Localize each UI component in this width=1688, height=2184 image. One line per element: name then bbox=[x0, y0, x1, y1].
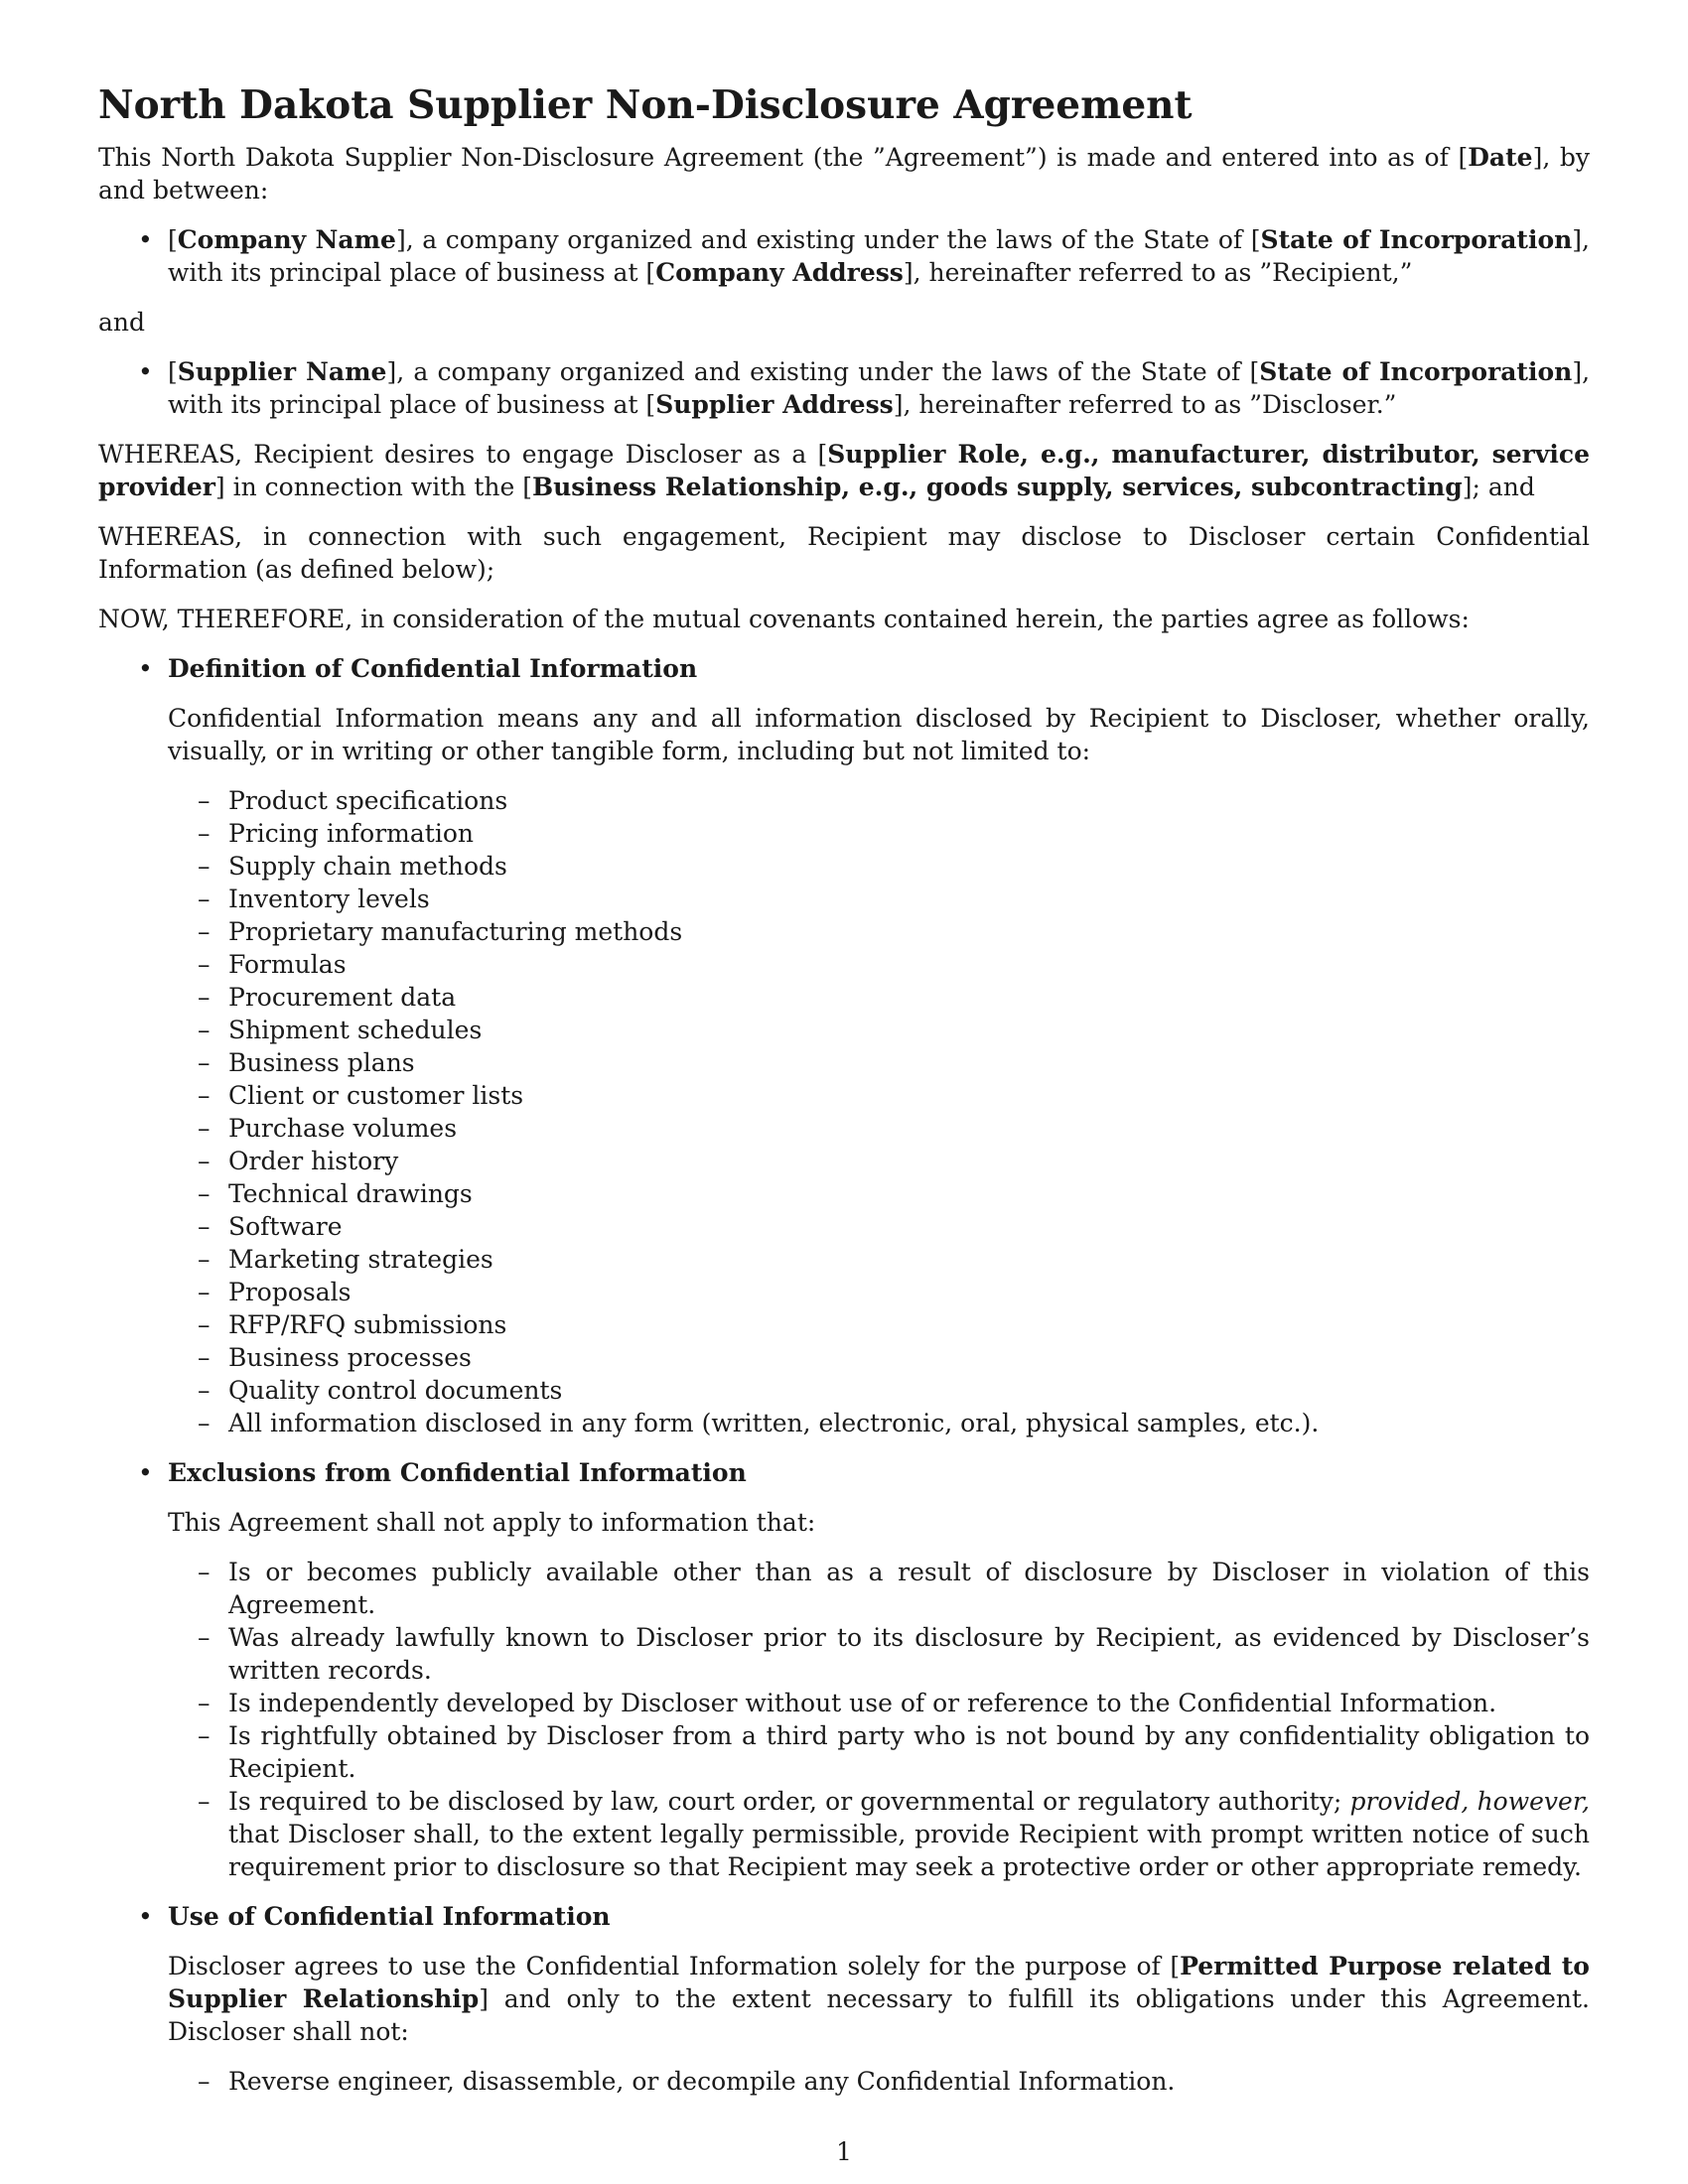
list-item: – Business plans bbox=[168, 1046, 1590, 1079]
text: Discloser agrees to use the Confidential Information solely for the purpose of [ bbox=[168, 1952, 1181, 1980]
list-item: – Order history bbox=[168, 1145, 1590, 1177]
list-item: – Supply chain methods bbox=[168, 850, 1590, 883]
text: ], with its principal place of business at [ bbox=[168, 225, 1590, 287]
section-text bbox=[168, 1950, 1590, 2048]
prohibited-actions-list bbox=[168, 2065, 1590, 2098]
list-item: – Is independently developed by Discloser without use of or reference to the Confidential Information. bbox=[168, 1687, 1590, 1719]
section-heading: • Use of Confidential Information bbox=[168, 1902, 611, 1931]
document-page bbox=[98, 79, 1590, 2115]
list-item: – Is or becomes publicly available other than as a result of disclosure by Discloser in violation of this Agreement. bbox=[168, 1556, 1590, 1621]
exclusions-list bbox=[168, 1556, 1590, 1883]
company-address-placeholder: Company Address bbox=[655, 258, 904, 287]
list-item: – Technical drawings bbox=[168, 1177, 1590, 1210]
permitted-purpose-placeholder: Permitted Purpose related to Supplier Relationship bbox=[168, 1952, 1590, 2013]
section-heading: • Exclusions from Confidential Information bbox=[168, 1458, 747, 1487]
document-title: North Dakota Supplier Non-Disclosure Agreement bbox=[98, 82, 1193, 128]
text: WHEREAS, Recipient desires to engage Discloser as a [ bbox=[98, 440, 828, 469]
state-placeholder: State of Incorporation bbox=[1259, 357, 1573, 386]
list-item: – All information disclosed in any form (written, electronic, oral, physical samples, etc.). bbox=[168, 1407, 1590, 1439]
list-item: – Client or customer lists bbox=[168, 1079, 1590, 1112]
list-item: – Reverse engineer, disassemble, or decompile any Confidential Information. bbox=[168, 2065, 1590, 2098]
supplier-address-placeholder: Supplier Address bbox=[655, 390, 894, 419]
party2-list bbox=[98, 355, 1590, 421]
list-item: – Purchase volumes bbox=[168, 1112, 1590, 1145]
state-placeholder: State of Incorporation bbox=[1260, 225, 1573, 254]
list-item: – Shipment schedules bbox=[168, 1014, 1590, 1046]
sections-list bbox=[98, 652, 1590, 2098]
party1-list bbox=[98, 223, 1590, 289]
section-heading: • Definition of Confidential Information bbox=[168, 654, 698, 683]
page-number: 1 bbox=[836, 2137, 852, 2166]
list-item: – Formulas bbox=[168, 948, 1590, 981]
text: ], hereinafter referred to as ”Discloser.” bbox=[893, 390, 1397, 419]
section-exclusions bbox=[98, 1456, 1590, 1883]
text: ], hereinafter referred to as ”Recipient,” bbox=[903, 258, 1413, 287]
italic-text: provided, however, bbox=[1349, 1787, 1590, 1816]
list-item: – Software bbox=[168, 1210, 1590, 1243]
business-relationship-placeholder: Business Relationship, e.g., goods supply, services, subcontracting bbox=[532, 473, 1463, 501]
list-item: – Product specifications bbox=[168, 784, 1590, 817]
intro-text: This North Dakota Supplier Non-Disclosure Agreement (the ”Agreement”) is made and entered into as of [ bbox=[98, 143, 1469, 172]
date-placeholder: Date bbox=[1468, 143, 1533, 172]
text: [ bbox=[168, 225, 178, 254]
text: ], with its principal place of business at [ bbox=[168, 357, 1591, 419]
text: that Discloser shall, to the extent legally permissible, provide Recipient with prompt written notice of such requirement prior to disclosure so that Recipient may seek a protective order or other appropriate remedy. bbox=[228, 1820, 1590, 1881]
text: ] and only to the extent necessary to fulfill its obligations under this Agreement. Discloser shall not: bbox=[168, 1984, 1590, 2046]
supplier-role-placeholder: Supplier Role, e.g., manufacturer, distributor, service provider bbox=[98, 440, 1590, 501]
list-item: – Proprietary manufacturing methods bbox=[168, 915, 1590, 948]
list-item: – Pricing information bbox=[168, 817, 1590, 850]
now-therefore-paragraph: NOW, THEREFORE, in consideration of the mutual covenants contained herein, the parties agree as follows: bbox=[98, 605, 1470, 633]
list-item: – Marketing strategies bbox=[168, 1243, 1590, 1276]
party1-item bbox=[98, 223, 1590, 289]
list-item: – Inventory levels bbox=[168, 883, 1590, 915]
section-use bbox=[98, 1900, 1590, 2098]
text: [ bbox=[168, 357, 178, 386]
and-text: and bbox=[98, 308, 146, 337]
intro-text: ], by and between: bbox=[98, 143, 1591, 205]
supplier-name-placeholder: Supplier Name bbox=[177, 357, 387, 386]
list-item: – RFP/RFQ submissions bbox=[168, 1308, 1590, 1341]
text: ] in connection with the [ bbox=[214, 473, 532, 501]
section-text: Confidential Information means any and all information disclosed by Recipient to Discloser, whether orally, visually, or in writing or other tangible form, including but not limited to: bbox=[168, 704, 1590, 765]
section-text: This Agreement shall not apply to information that: bbox=[168, 1508, 816, 1537]
list-item: – Quality control documents bbox=[168, 1374, 1590, 1407]
intro-paragraph bbox=[98, 141, 1590, 206]
list-item: – Proposals bbox=[168, 1276, 1590, 1308]
text: Is required to be disclosed by law, court order, or governmental or regulatory authority; bbox=[228, 1787, 1350, 1816]
list-item: – Was already lawfully known to Discloser prior to its disclosure by Recipient, as evidenced by Discloser’s written records. bbox=[168, 1621, 1590, 1687]
list-item: – Procurement data bbox=[168, 981, 1590, 1014]
company-name-placeholder: Company Name bbox=[177, 225, 396, 254]
list-item: – Business processes bbox=[168, 1341, 1590, 1374]
party2-item bbox=[98, 355, 1590, 421]
confidential-info-list bbox=[168, 784, 1590, 1439]
text: ], a company organized and existing under the laws of the State of [ bbox=[395, 225, 1261, 254]
section-definition bbox=[98, 652, 1590, 1439]
whereas-paragraph-1 bbox=[98, 438, 1590, 503]
list-item bbox=[168, 1785, 1590, 1883]
whereas-paragraph-2: WHEREAS, in connection with such engagement, Recipient may disclose to Discloser certain Confidential Information (as defined below); bbox=[98, 522, 1590, 584]
text: ], a company organized and existing under the laws of the State of [ bbox=[386, 357, 1260, 386]
list-item: – Is rightfully obtained by Discloser from a third party who is not bound by any confidentiality obligation to Recipient. bbox=[168, 1719, 1590, 1785]
text: ]; and bbox=[1462, 473, 1535, 501]
